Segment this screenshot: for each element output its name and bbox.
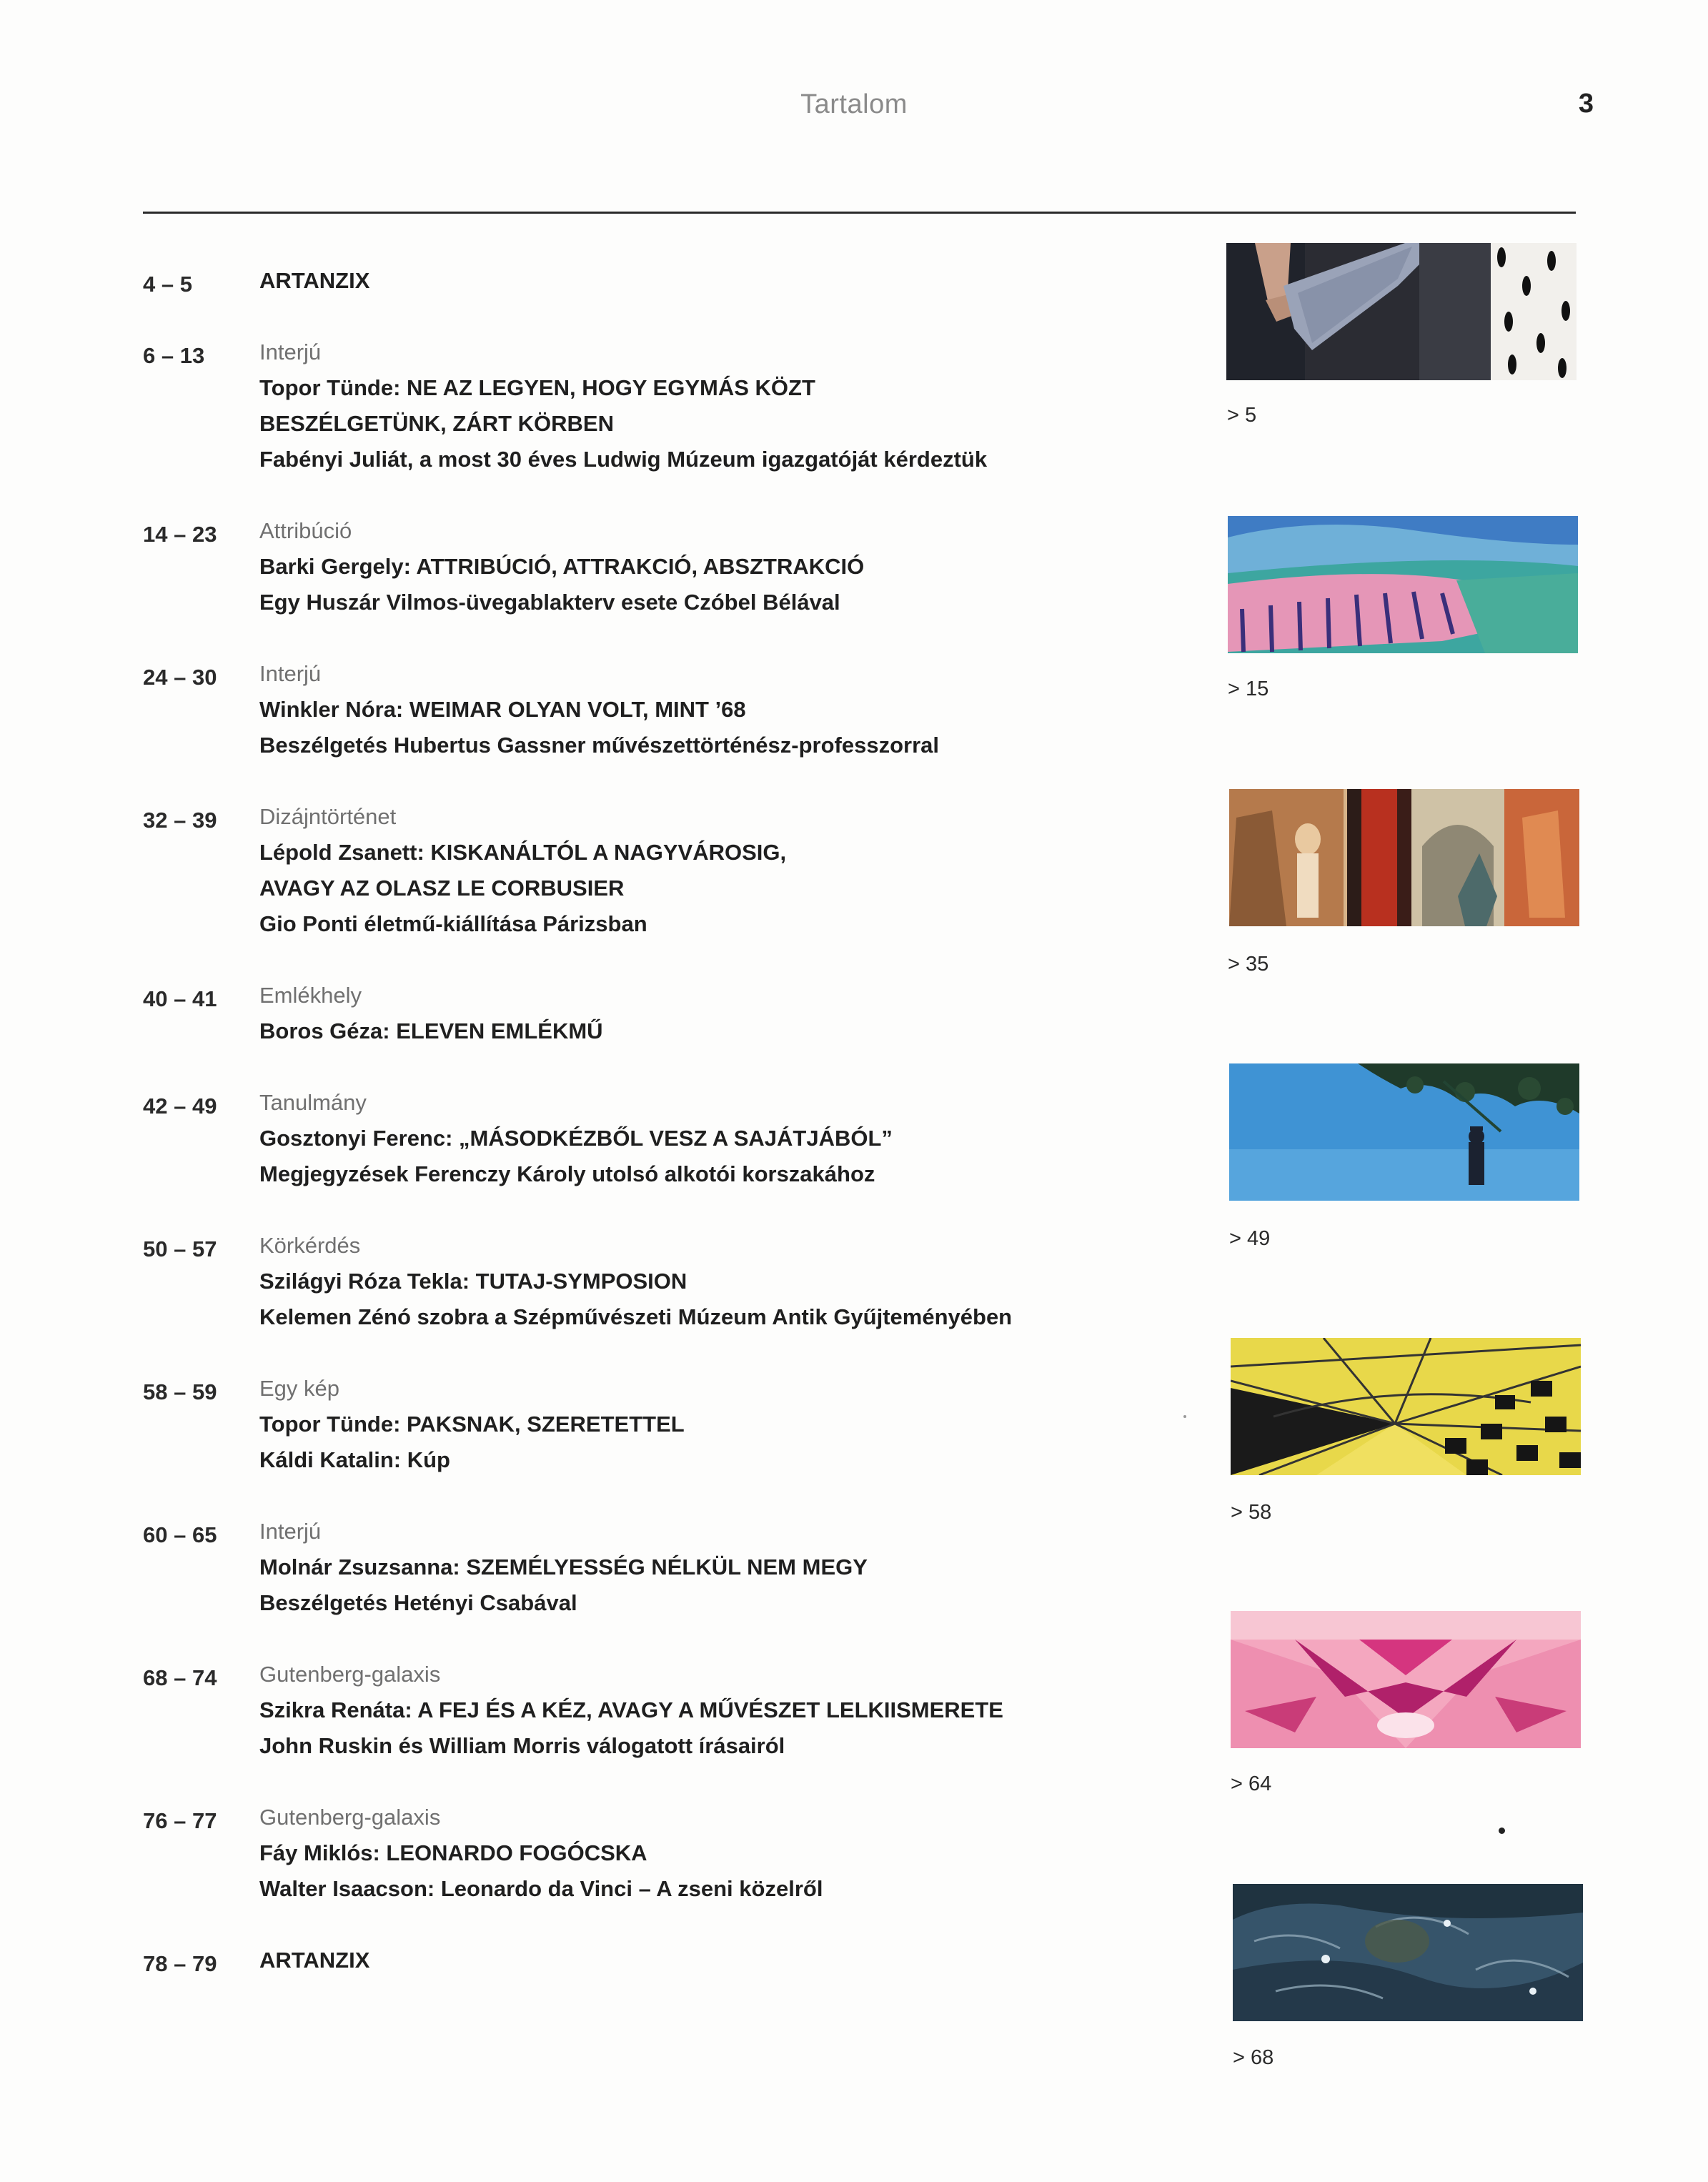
entry-title-line: ARTANZIX (259, 268, 370, 293)
page-number: 3 (1578, 89, 1594, 119)
running-title: Tartalom (800, 89, 908, 119)
print-speck (1499, 1828, 1505, 1834)
entry-title-line: Lépold Zsanett: KISKANÁLTÓL A NAGYVÁROSIG, (259, 840, 787, 865)
fresco-collage-image (1229, 789, 1579, 926)
pink-kaleidoscope-image (1231, 1611, 1581, 1748)
thumbnail-4 (1229, 1063, 1579, 1201)
entry-title-line: Winkler Nóra: WEIMAR OLYAN VOLT, MINT ’68 (259, 697, 746, 722)
thumbnail-6 (1231, 1611, 1581, 1748)
thumbnail-ref: > 68 (1233, 2046, 1274, 2069)
dark-blue-drawing-image (1233, 1884, 1583, 2021)
entry-title-line: Fáy Miklós: LEONARDO FOGÓCSKA (259, 1840, 647, 1865)
entry-content (259, 1085, 1217, 1192)
thumbnail-ref: > 5 (1227, 404, 1257, 427)
entry-title-line: Fabényi Juliát, a most 30 éves Ludwig Múzeum igazgatóját kérdeztük (259, 447, 988, 472)
entry-content (259, 1800, 1217, 1907)
thumbnail-ref: > 58 (1231, 1501, 1272, 1524)
page-range: 60 – 65 (143, 1522, 217, 1547)
thumbnail-ref: > 64 (1231, 1772, 1272, 1795)
entry-category: Emlékhely (259, 983, 362, 1008)
header-rule (143, 212, 1576, 214)
entry-content (259, 334, 1217, 477)
mosaic-cone-image (1231, 1338, 1581, 1475)
page-range: 14 – 23 (143, 522, 217, 547)
entry-category: Interjú (259, 339, 322, 365)
print-speck (1183, 1415, 1186, 1418)
entry-content (259, 1514, 1217, 1621)
entry-content (259, 1657, 1217, 1764)
thumbnail-ref: > 15 (1228, 678, 1269, 700)
entry-category: Gutenberg-galaxis (259, 1805, 441, 1830)
entry-category: Gutenberg-galaxis (259, 1662, 441, 1687)
entry-category: Attribúció (259, 518, 352, 543)
entry-category: Interjú (259, 661, 322, 686)
entry-title-line: Szilágyi Róza Tekla: TUTAJ-SYMPOSION (259, 1269, 687, 1294)
figure-fur-image (1226, 243, 1577, 380)
page-range: 42 – 49 (143, 1094, 217, 1119)
page-range: 68 – 74 (143, 1665, 217, 1690)
page-range: 32 – 39 (143, 808, 217, 833)
entry-category: Tanulmány (259, 1090, 367, 1115)
page-range: 50 – 57 (143, 1236, 217, 1261)
entry-content (259, 978, 1217, 1049)
stained-glass-image (1228, 516, 1578, 653)
page-range: 78 – 79 (143, 1951, 217, 1976)
entry-title-line: Egy Huszár Vilmos-üvegablakterv esete Czóbel Bélával (259, 590, 840, 615)
page-range: 58 – 59 (143, 1379, 217, 1404)
entry-category: Körkérdés (259, 1233, 361, 1258)
entry-title-line: Topor Tünde: PAKSNAK, SZERETETTEL (259, 1412, 685, 1437)
entry-title-line: Szikra Renáta: A FEJ ÉS A KÉZ, AVAGY A MŰVÉSZET LELKIISMERETE (259, 1697, 1003, 1722)
thumbnail-1 (1226, 243, 1577, 380)
entry-title-line: Barki Gergely: ATTRIBÚCIÓ, ATTRAKCIÓ, ABSZTRAKCIÓ (259, 554, 865, 579)
entry-title-line: Molnár Zsuzsanna: SZEMÉLYESSÉG NÉLKÜL NEM MEGY (259, 1554, 868, 1580)
entry-content (259, 1943, 1217, 1978)
entry-title-line: BESZÉLGETÜNK, ZÁRT KÖRBEN (259, 411, 614, 436)
page-range: 6 – 13 (143, 343, 205, 368)
entry-title-line: ARTANZIX (259, 1948, 370, 1973)
entry-title-line: Boros Géza: ELEVEN EMLÉKMŰ (259, 1018, 603, 1043)
entry-title-line: Gosztonyi Ferenc: „MÁSODKÉZBŐL VESZ A SAJÁTJÁBÓL” (259, 1126, 893, 1151)
thumbnail-ref: > 35 (1228, 953, 1269, 976)
entry-category: Dizájntörténet (259, 804, 397, 829)
page-range: 4 – 5 (143, 272, 192, 297)
entry-content (259, 1228, 1217, 1335)
page-range: 76 – 77 (143, 1808, 217, 1833)
entry-content (259, 656, 1217, 763)
entry-category: Interjú (259, 1519, 322, 1544)
thumbnail-ref: > 49 (1229, 1227, 1271, 1250)
thumbnail-7 (1233, 1884, 1583, 2021)
thumbnail-2 (1228, 516, 1578, 653)
thumbnail-5 (1231, 1338, 1581, 1475)
entry-title-line: Megjegyzések Ferenczy Károly utolsó alkotói korszakához (259, 1161, 875, 1186)
entry-title-line: John Ruskin és William Morris válogatott írásairól (259, 1733, 785, 1758)
entry-content (259, 513, 1217, 620)
thumbnail-3 (1229, 789, 1579, 926)
entry-title-line: Kelemen Zénó szobra a Szépművészeti Múzeum Antik Gyűjteményében (259, 1304, 1013, 1329)
entry-content (259, 1371, 1217, 1478)
page-range: 40 – 41 (143, 986, 217, 1011)
entry-title-line: Gio Ponti életmű-kiállítása Párizsban (259, 911, 647, 936)
sky-tree-image (1229, 1063, 1579, 1201)
entry-title-line: Káldi Katalin: Kúp (259, 1447, 450, 1472)
entry-title-line: Beszélgetés Hubertus Gassner művészettörténész-professzorral (259, 733, 939, 758)
page-range: 24 – 30 (143, 665, 217, 690)
entry-title-line: Walter Isaacson: Leonardo da Vinci – A zseni közelről (259, 1876, 823, 1901)
entry-title-line: AVAGY AZ OLASZ LE CORBUSIER (259, 876, 625, 901)
entry-title-line: Beszélgetés Hetényi Csabával (259, 1590, 577, 1615)
entry-category: Egy kép (259, 1376, 340, 1401)
entry-title-line: Topor Tünde: NE AZ LEGYEN, HOGY EGYMÁS KÖZT (259, 375, 815, 400)
entry-content (259, 799, 1217, 942)
entry-content (259, 263, 1217, 299)
